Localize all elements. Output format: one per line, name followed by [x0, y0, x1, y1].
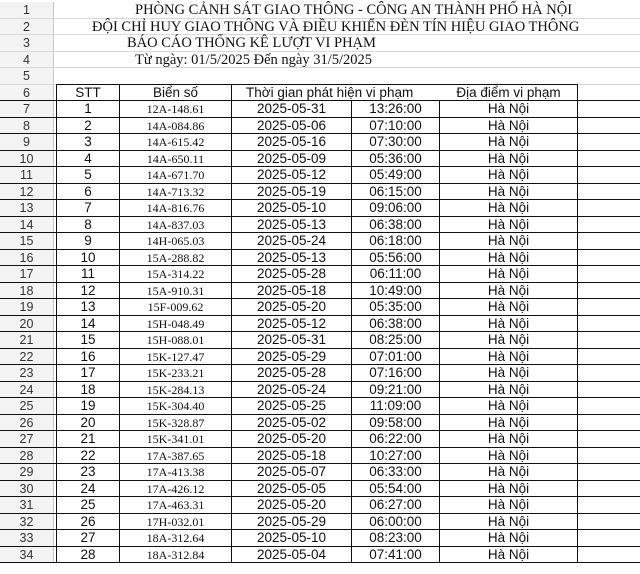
- time-cell[interactable]: 06:38:00: [352, 316, 440, 332]
- row-number[interactable]: 6: [0, 85, 54, 101]
- sheet-row: [0, 134, 640, 151]
- stt-cell[interactable]: 21: [56, 431, 120, 447]
- place-cell[interactable]: Hà Nội: [440, 547, 578, 563]
- row-number[interactable]: 11: [0, 167, 54, 183]
- stt-cell[interactable]: 10: [56, 250, 120, 266]
- row-number[interactable]: 34: [0, 547, 54, 563]
- plate-cell[interactable]: 14A-671.70: [120, 167, 232, 183]
- sheet-row: [0, 299, 640, 316]
- stt-cell[interactable]: 24: [56, 481, 120, 497]
- stt-cell[interactable]: 2: [56, 118, 120, 134]
- place-cell[interactable]: Hà Nội: [440, 530, 578, 546]
- time-cell[interactable]: 06:22:00: [352, 431, 440, 447]
- stt-header[interactable]: STT: [56, 85, 120, 101]
- plate-cell[interactable]: 14A-615.42: [120, 134, 232, 150]
- plate-cell[interactable]: 14A-650.11: [120, 151, 232, 167]
- sheet-row: [0, 266, 640, 283]
- plate-cell[interactable]: 15K-284.13: [120, 382, 232, 398]
- time-cell[interactable]: 06:11:00: [352, 266, 440, 282]
- stt-cell[interactable]: 20: [56, 415, 120, 431]
- place-cell[interactable]: Hà Nội: [440, 118, 578, 134]
- date-cell[interactable]: 2025-05-02: [232, 415, 352, 431]
- date-cell[interactable]: 2025-05-25: [232, 398, 352, 414]
- time-cell[interactable]: 05:49:00: [352, 167, 440, 183]
- date-cell[interactable]: 2025-05-05: [232, 481, 352, 497]
- stt-cell[interactable]: 13: [56, 299, 120, 315]
- place-cell[interactable]: Hà Nội: [440, 332, 578, 348]
- row-number[interactable]: 14: [0, 217, 54, 233]
- place-cell[interactable]: Hà Nội: [440, 365, 578, 381]
- place-cell[interactable]: Hà Nội: [440, 316, 578, 332]
- plate-cell[interactable]: 15H-048.49: [120, 316, 232, 332]
- time-cell[interactable]: 07:41:00: [352, 547, 440, 563]
- place-cell[interactable]: Hà Nội: [440, 382, 578, 398]
- sheet-row: [0, 514, 640, 531]
- row-number[interactable]: 16: [0, 250, 54, 266]
- date-cell[interactable]: 2025-05-12: [232, 167, 352, 183]
- plate-cell[interactable]: 17A-463.31: [120, 497, 232, 513]
- plate-cell[interactable]: 15A-314.22: [120, 266, 232, 282]
- stt-cell[interactable]: 12: [56, 283, 120, 299]
- time-cell[interactable]: 08:25:00: [352, 332, 440, 348]
- date-cell[interactable]: 2025-05-04: [232, 547, 352, 563]
- row-number[interactable]: 9: [0, 134, 54, 150]
- date-cell[interactable]: 2025-05-28: [232, 365, 352, 381]
- time-cell[interactable]: 10:27:00: [352, 448, 440, 464]
- plate-cell[interactable]: 14A-837.03: [120, 217, 232, 233]
- sheet-row: [0, 332, 640, 349]
- time-cell[interactable]: 11:09:00: [352, 398, 440, 414]
- stt-cell[interactable]: 6: [56, 184, 120, 200]
- row-number[interactable]: 31: [0, 497, 54, 513]
- place-cell[interactable]: Hà Nội: [440, 299, 578, 315]
- time-cell[interactable]: 09:58:00: [352, 415, 440, 431]
- date-cell[interactable]: 2025-05-28: [232, 266, 352, 282]
- row-number[interactable]: 7: [0, 101, 54, 117]
- sheet-row: [0, 530, 640, 547]
- date-cell[interactable]: 2025-05-29: [232, 514, 352, 530]
- row-number[interactable]: 17: [0, 266, 54, 282]
- sheet-row: [0, 35, 640, 52]
- time-cell[interactable]: 06:15:00: [352, 184, 440, 200]
- sheet-row: [0, 184, 640, 201]
- place-cell[interactable]: Hà Nội: [440, 250, 578, 266]
- time-cell[interactable]: 08:23:00: [352, 530, 440, 546]
- time-cell[interactable]: 07:16:00: [352, 365, 440, 381]
- time-cell[interactable]: 06:33:00: [352, 464, 440, 480]
- row-number[interactable]: 21: [0, 332, 54, 348]
- row-number[interactable]: 1: [0, 2, 54, 18]
- time-cell[interactable]: 09:21:00: [352, 382, 440, 398]
- date-cell[interactable]: 2025-05-09: [232, 151, 352, 167]
- place-cell[interactable]: Hà Nội: [440, 431, 578, 447]
- time-cell[interactable]: 06:27:00: [352, 497, 440, 513]
- sheet-row: [0, 481, 640, 498]
- date-cell[interactable]: 2025-05-12: [232, 316, 352, 332]
- date-cell[interactable]: 2025-05-16: [232, 134, 352, 150]
- place-cell[interactable]: Hà Nội: [440, 398, 578, 414]
- place-cell[interactable]: Hà Nội: [440, 514, 578, 530]
- plate-cell[interactable]: 15K-127.47: [120, 349, 232, 365]
- date-cell[interactable]: 2025-05-07: [232, 464, 352, 480]
- place-cell[interactable]: Hà Nội: [440, 497, 578, 513]
- sheet-row: [0, 398, 640, 415]
- plate-cell[interactable]: 17A-387.65: [120, 448, 232, 464]
- place-cell[interactable]: Hà Nội: [440, 448, 578, 464]
- sheet-row: [0, 464, 640, 481]
- row-number[interactable]: 5: [0, 68, 54, 84]
- time-cell[interactable]: 07:30:00: [352, 134, 440, 150]
- row-number[interactable]: 12: [0, 184, 54, 200]
- stt-cell[interactable]: 17: [56, 365, 120, 381]
- place-cell[interactable]: Hà Nội: [440, 349, 578, 365]
- row-number[interactable]: 28: [0, 448, 54, 464]
- stt-cell[interactable]: 25: [56, 497, 120, 513]
- date-cell[interactable]: 2025-05-20: [232, 431, 352, 447]
- sheet-row: [0, 68, 640, 85]
- place-cell[interactable]: Hà Nội: [440, 233, 578, 249]
- date-cell[interactable]: 2025-05-06: [232, 118, 352, 134]
- row-number[interactable]: 19: [0, 299, 54, 315]
- sheet-row: [0, 250, 640, 267]
- stt-cell[interactable]: 7: [56, 200, 120, 216]
- sheet-row: [0, 316, 640, 333]
- stt-cell[interactable]: 22: [56, 448, 120, 464]
- date-cell[interactable]: 2025-05-20: [232, 497, 352, 513]
- date-cell[interactable]: 2025-05-24: [232, 382, 352, 398]
- stt-cell[interactable]: 9: [56, 233, 120, 249]
- row-number[interactable]: 26: [0, 415, 54, 431]
- plate-cell[interactable]: 15K-304.40: [120, 398, 232, 414]
- date-cell[interactable]: 2025-05-31: [232, 101, 352, 117]
- sheet-row: [0, 19, 640, 36]
- plate-cell[interactable]: 15H-088.01: [120, 332, 232, 348]
- sheet-row: [0, 233, 640, 250]
- stt-cell[interactable]: 26: [56, 514, 120, 530]
- sheet-row: [0, 283, 640, 300]
- sheet-row: [0, 85, 640, 102]
- plate-cell[interactable]: 15F-009.62: [120, 299, 232, 315]
- time-cell[interactable]: 05:56:00: [352, 250, 440, 266]
- time-cell[interactable]: 06:18:00: [352, 233, 440, 249]
- sheet-row: [0, 365, 640, 382]
- sheet-row: [0, 382, 640, 399]
- plate-cell[interactable]: 18A-312.84: [120, 547, 232, 563]
- plate-cell[interactable]: 14A-816.76: [120, 200, 232, 216]
- plate-cell[interactable]: 18A-312.64: [120, 530, 232, 546]
- sheet-row: [0, 431, 640, 448]
- plate-cell[interactable]: 14H-065.03: [120, 233, 232, 249]
- date-cell[interactable]: 2025-05-10: [232, 200, 352, 216]
- row-number[interactable]: 13: [0, 200, 54, 216]
- report-header-line2: ĐỘI CHỈ HUY GIAO THÔNG VÀ ĐIỀU KHIỂN ĐÈN TÍN HIỆU GIAO THÔNG: [92, 18, 580, 35]
- row-number[interactable]: 8: [0, 118, 54, 134]
- stt-cell[interactable]: 15: [56, 332, 120, 348]
- sheet-row: [0, 52, 640, 69]
- row-number[interactable]: 18: [0, 283, 54, 299]
- date-cell[interactable]: 2025-05-18: [232, 448, 352, 464]
- report-header-line3: BÁO CÁO THỐNG KÊ LƯỢT VI PHẠM: [127, 35, 376, 51]
- row-number[interactable]: 33: [0, 530, 54, 546]
- stt-cell[interactable]: 16: [56, 349, 120, 365]
- place-cell[interactable]: Hà Nội: [440, 151, 578, 167]
- place-cell[interactable]: Hà Nội: [440, 184, 578, 200]
- plate-cell[interactable]: 14A-713.32: [120, 184, 232, 200]
- place-cell[interactable]: Hà Nội: [440, 217, 578, 233]
- date-cell[interactable]: 2025-05-20: [232, 299, 352, 315]
- plate-cell[interactable]: 15A-910.31: [120, 283, 232, 299]
- stt-cell[interactable]: 23: [56, 464, 120, 480]
- report-header-line1: PHÒNG CẢNH SÁT GIAO THÔNG - CÔNG AN THÀNH PHỐ HÀ NỘI: [135, 2, 573, 18]
- time-cell[interactable]: 05:36:00: [352, 151, 440, 167]
- place-cell[interactable]: Hà Nội: [440, 134, 578, 150]
- sheet-row: [0, 497, 640, 514]
- date-cell[interactable]: 2025-05-18: [232, 283, 352, 299]
- time-cell[interactable]: 07:01:00: [352, 349, 440, 365]
- place-cell[interactable]: Hà Nội: [440, 167, 578, 183]
- date-cell[interactable]: 2025-05-24: [232, 233, 352, 249]
- plate-cell[interactable]: 15A-288.82: [120, 250, 232, 266]
- stt-cell[interactable]: 14: [56, 316, 120, 332]
- report-header-line4: Từ ngày: 01/5/2025 Đến ngày 31/5/2025: [135, 51, 373, 68]
- row-number[interactable]: 23: [0, 365, 54, 381]
- plate-cell[interactable]: 17A-426.12: [120, 481, 232, 497]
- place-header[interactable]: Địa điểm vi phạm: [440, 85, 578, 101]
- sheet-row: [0, 2, 640, 19]
- sheet-row: [0, 547, 640, 564]
- time-cell[interactable]: 05:35:00: [352, 299, 440, 315]
- row-number[interactable]: 10: [0, 151, 54, 167]
- time-header[interactable]: Thời gian phát hiện vi phạm: [246, 84, 414, 100]
- row-number[interactable]: 2: [0, 19, 54, 35]
- stt-cell[interactable]: 1: [56, 101, 120, 117]
- sheet-row: [0, 448, 640, 465]
- date-cell[interactable]: 2025-05-29: [232, 349, 352, 365]
- row-number[interactable]: 27: [0, 431, 54, 447]
- time-cell[interactable]: 10:49:00: [352, 283, 440, 299]
- place-cell[interactable]: Hà Nội: [440, 481, 578, 497]
- sheet-row: [0, 101, 640, 118]
- place-cell[interactable]: Hà Nội: [440, 464, 578, 480]
- plate-cell[interactable]: 17H-032.01: [120, 514, 232, 530]
- time-cell[interactable]: 13:26:00: [352, 101, 440, 117]
- time-cell[interactable]: 05:54:00: [352, 481, 440, 497]
- date-cell[interactable]: 2025-05-10: [232, 530, 352, 546]
- time-cell[interactable]: 06:00:00: [352, 514, 440, 530]
- sheet-row: [0, 167, 640, 184]
- plate-cell[interactable]: 17A-413.38: [120, 464, 232, 480]
- stt-cell[interactable]: 28: [56, 547, 120, 563]
- stt-cell[interactable]: 5: [56, 167, 120, 183]
- row-number[interactable]: 29: [0, 464, 54, 480]
- time-cell[interactable]: 06:38:00: [352, 217, 440, 233]
- sheet-row: [0, 200, 640, 217]
- plate-cell[interactable]: 12A-148.61: [120, 101, 232, 117]
- date-cell[interactable]: 2025-05-31: [232, 332, 352, 348]
- place-cell[interactable]: Hà Nội: [440, 415, 578, 431]
- time-cell[interactable]: 07:10:00: [352, 118, 440, 134]
- sheet-row: [0, 349, 640, 366]
- plate-cell[interactable]: 15K-341.01: [120, 431, 232, 447]
- row-number[interactable]: 20: [0, 316, 54, 332]
- sheet-row: [0, 217, 640, 234]
- sheet-row: [0, 415, 640, 432]
- place-cell[interactable]: Hà Nội: [440, 266, 578, 282]
- row-number[interactable]: 15: [0, 233, 54, 249]
- stt-cell[interactable]: 3: [56, 134, 120, 150]
- place-cell[interactable]: Hà Nội: [440, 283, 578, 299]
- row-number[interactable]: 24: [0, 382, 54, 398]
- plate-cell[interactable]: 15K-328.87: [120, 415, 232, 431]
- row-number[interactable]: 4: [0, 52, 54, 68]
- date-cell[interactable]: 2025-05-13: [232, 250, 352, 266]
- place-cell[interactable]: Hà Nội: [440, 200, 578, 216]
- plate-cell[interactable]: 14A-084.86: [120, 118, 232, 134]
- stt-cell[interactable]: 18: [56, 382, 120, 398]
- plate-header[interactable]: Biển số: [120, 85, 232, 101]
- plate-cell[interactable]: 15K-233.21: [120, 365, 232, 381]
- row-number[interactable]: 32: [0, 514, 54, 530]
- row-number[interactable]: 3: [0, 35, 54, 51]
- date-cell[interactable]: 2025-05-19: [232, 184, 352, 200]
- table-top-border: [56, 84, 578, 85]
- sheet-row: [0, 151, 640, 168]
- stt-cell[interactable]: 27: [56, 530, 120, 546]
- row-number[interactable]: 25: [0, 398, 54, 414]
- stt-cell[interactable]: 8: [56, 217, 120, 233]
- stt-cell[interactable]: 4: [56, 151, 120, 167]
- date-cell[interactable]: 2025-05-13: [232, 217, 352, 233]
- row-number[interactable]: 30: [0, 481, 54, 497]
- stt-cell[interactable]: 11: [56, 266, 120, 282]
- stt-cell[interactable]: 19: [56, 398, 120, 414]
- row-number[interactable]: 22: [0, 349, 54, 365]
- time-cell[interactable]: 09:06:00: [352, 200, 440, 216]
- place-cell[interactable]: Hà Nội: [440, 101, 578, 117]
- sheet-row: [0, 118, 640, 135]
